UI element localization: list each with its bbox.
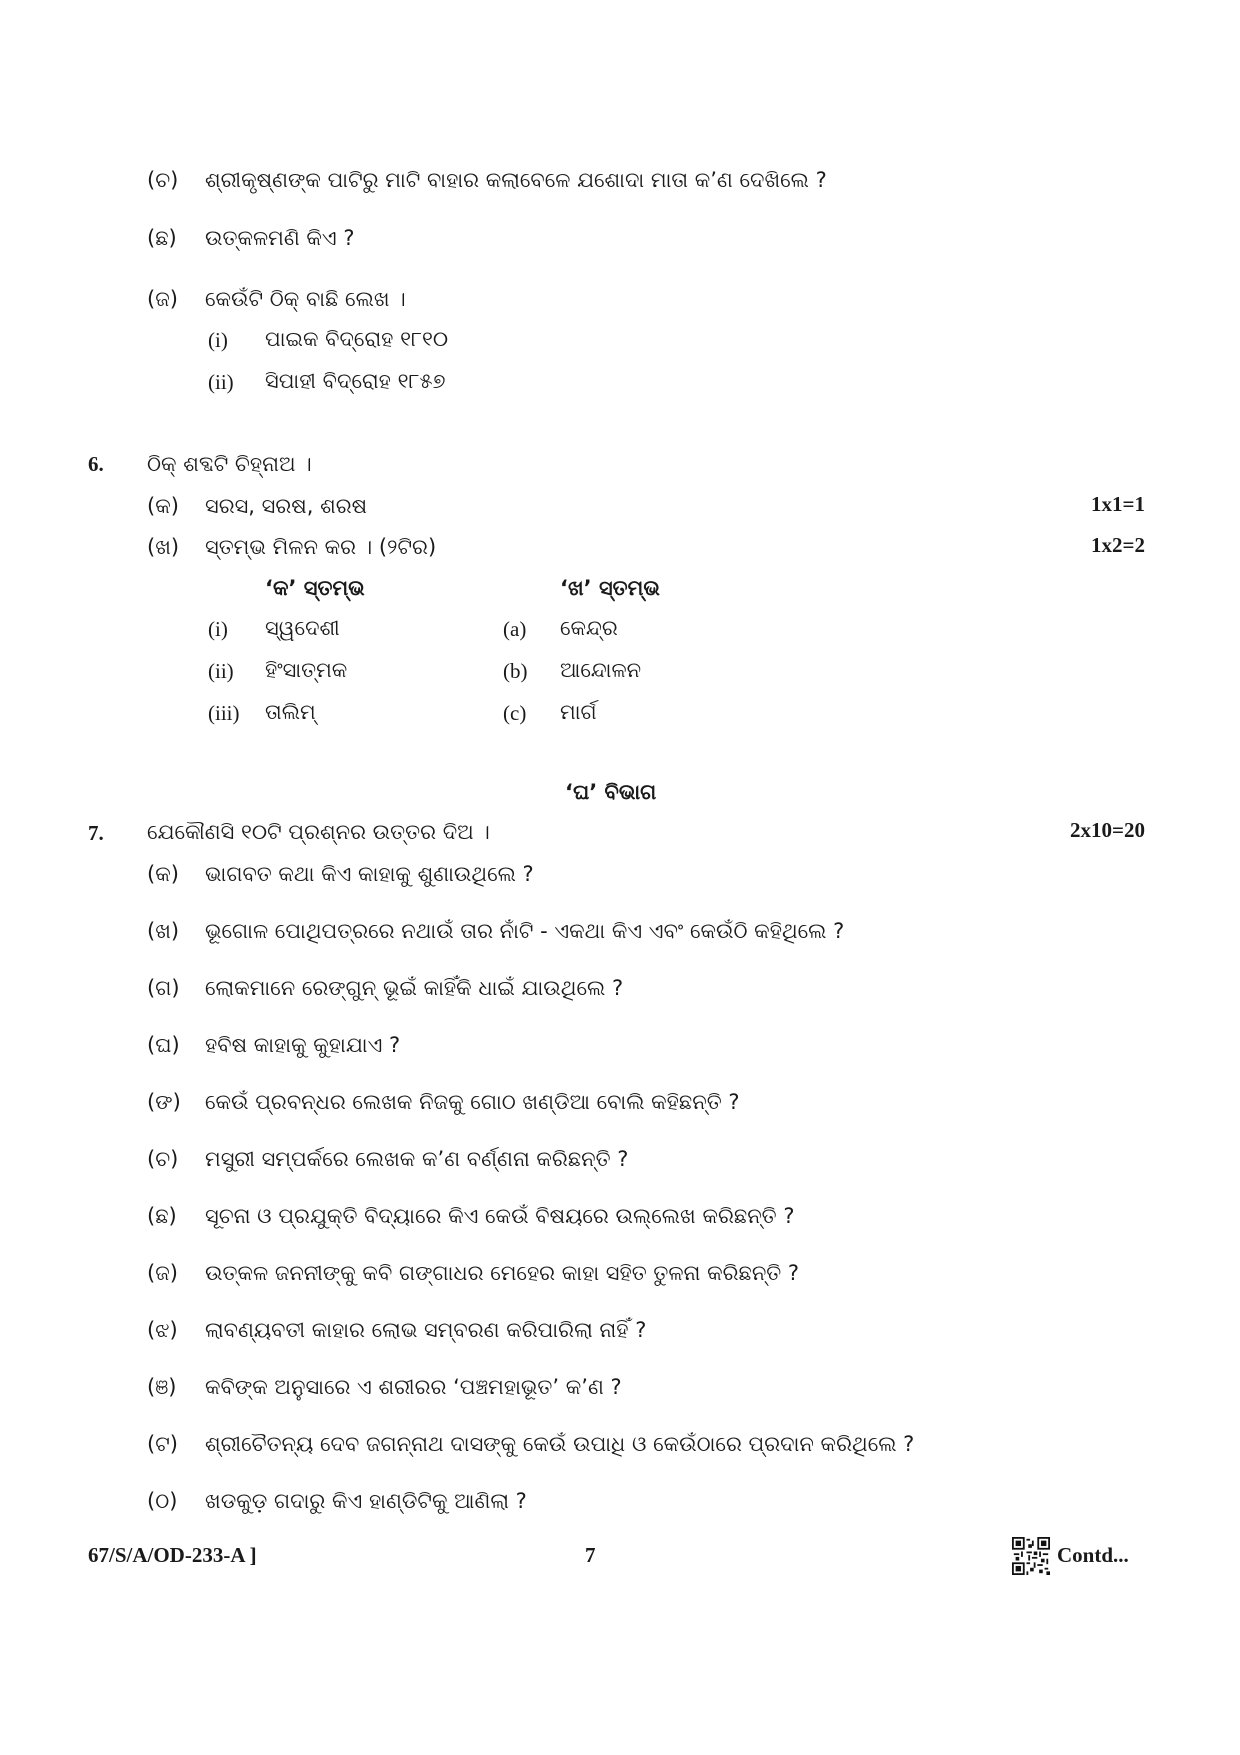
item-text: କେଉଁଟି ଠିକ୍ ବାଛି ଲେଖ । xyxy=(205,287,406,311)
item-label: (ଚ) xyxy=(147,168,179,192)
option-text: ପାଇକ ବିଦ୍ରୋହ ୧୮୧୦ xyxy=(265,327,449,351)
option-text: ସିପାହୀ ବିଦ୍ରୋହ ୧୮୫୭ xyxy=(265,369,446,393)
item-label: (ଛ) xyxy=(147,226,177,250)
item-label: (ଟ) xyxy=(147,1432,178,1456)
item-label: (ଞ) xyxy=(147,1375,177,1399)
match-text: କେନ୍ଦ୍ର xyxy=(560,616,618,640)
question-number: 7. xyxy=(88,821,104,845)
item-text: ଶ୍ରୀକୃଷ୍ଣଙ୍କ ପାଟିରୁ ମାଟି ବାହାର କଲାବେଳେ ଯଶୋଦା ମାତା କ’ଣ ଦେଖିଲେ ? xyxy=(205,168,827,192)
column-header-a: ‘କ’ ସ୍ତମ୍ଭ xyxy=(265,576,365,600)
item-text: ଉତ୍କଳମଣି କିଏ ? xyxy=(205,226,355,250)
match-label: (ii) xyxy=(208,659,234,683)
item-text: କବିଙ୍କ ଅନୁସାରେ ଏ ଶରୀରର ‘ପଞ୍ଚମହାଭୂତ’ କ’ଣ ? xyxy=(205,1375,622,1399)
item-text: ମସୁରୀ ସମ୍ପର୍କରେ ଲେଖକ କ’ଣ ବର୍ଣ୍ଣନା କରିଛନ୍ତି ? xyxy=(205,1147,629,1171)
item-text: ଲୋକମାନେ ରେଙ୍ଗୁନ୍ ଭୂଇଁ କାହିଁକି ଧାଇଁ ଯାଉଥିଲେ ? xyxy=(205,976,624,1000)
match-label: (i) xyxy=(208,617,228,641)
item-label: (ଙ) xyxy=(147,1090,181,1114)
paper-code: 67/S/A/OD-233-A ] xyxy=(88,1543,257,1567)
match-text: ମାର୍ଗ xyxy=(560,700,597,724)
match-label: (b) xyxy=(503,659,528,683)
item-text: ସୂଚନା ଓ ପ୍ରଯୁକ୍ତି ବିଦ୍ୟାରେ କିଏ କେଉଁ ବିଷୟରେ ଉଲ୍ଲେଖ କରିଛନ୍ତି ? xyxy=(205,1204,795,1228)
item-text: ଶ୍ରୀଚୈତନ୍ୟ ଦେବ ଜଗନ୍ନାଥ ଦାସଙ୍କୁ କେଉଁ ଉପାଧି ଓ କେଉଁଠାରେ ପ୍ରଦାନ କରିଥିଲେ ? xyxy=(205,1432,915,1456)
item-text: ଲାବଣ୍ୟବତୀ କାହାର ଲୋଭ ସମ୍ବରଣ କରିପାରିଲା ନାହିଁ ? xyxy=(205,1318,647,1342)
part-text: ସରସ, ସରଷ, ଶରଷ xyxy=(205,494,368,518)
part-label: (ଖ) xyxy=(147,535,180,559)
item-text: କେଉଁ ପ୍ରବନ୍ଧର ଲେଖକ ନିଜକୁ ଗୋଠ ଖଣ୍ଡିଆ ବୋଲି କହିଛନ୍ତି ? xyxy=(205,1090,740,1114)
match-text: ତାଲିମ୍ xyxy=(265,700,316,724)
match-label: (c) xyxy=(503,701,527,725)
item-text: ଭୂଗୋଳ ପୋଥିପତ୍ରରେ ନଥାଉଁ ତାର ନାଁଟି - ଏକଥା କିଏ ଏବଂ କେଉଁଠି କହିଥିଲେ ? xyxy=(205,919,845,943)
question-instruction: ଯେକୌଣସି ୧୦ଟି ପ୍ରଶ୍ନର ଉତ୍ତର ଦିଅ । xyxy=(147,820,490,844)
part-label: (କ) xyxy=(147,494,179,518)
marks: 2x10=20 xyxy=(1070,818,1145,842)
marks: 1x2=2 xyxy=(1091,533,1145,557)
item-label: (ଗ) xyxy=(147,976,180,1000)
question-instruction: ଠିକ୍ ଶବ୍ଦଟି ଚିହ୍ନାଅ । xyxy=(147,452,312,476)
item-label: (ଚ) xyxy=(147,1147,179,1171)
match-text: ହିଂସାତ୍ମକ xyxy=(265,658,348,682)
item-label: (ଝ) xyxy=(147,1318,178,1342)
column-header-b: ‘ଖ’ ସ୍ତମ୍ଭ xyxy=(560,576,660,600)
continued-label: Contd... xyxy=(1057,1543,1129,1567)
item-label: (ଠ) xyxy=(147,1489,178,1513)
item-text: ହବିଷ କାହାକୁ କୁହାଯାଏ ? xyxy=(205,1033,401,1057)
match-label: (iii) xyxy=(208,701,240,725)
match-text: ଆନ୍ଦୋଳନ xyxy=(560,658,642,682)
option-label: (i) xyxy=(208,328,228,352)
item-label: (ଛ) xyxy=(147,1204,177,1228)
section-title: ‘ଘ’ ବିଭାଗ xyxy=(565,780,657,804)
match-label: (a) xyxy=(503,617,527,641)
item-label: (କ) xyxy=(147,862,179,886)
item-text: ଉତ୍କଳ ଜନନୀଙ୍କୁ କବି ଗଙ୍ଗାଧର ମେହେର କାହା ସହିତ ତୁଳନା କରିଛନ୍ତି ? xyxy=(205,1261,800,1285)
option-label: (ii) xyxy=(208,370,234,394)
item-text: ଭାଗବତ କଥା କିଏ କାହାକୁ ଶୁଣାଉଥିଲେ ? xyxy=(205,862,534,886)
item-label: (ଜ) xyxy=(147,1261,178,1285)
item-label: (ଘ) xyxy=(147,1033,180,1057)
question-number: 6. xyxy=(88,452,104,476)
page-number: 7 xyxy=(585,1543,596,1567)
match-text: ସ୍ୱଦେଶୀ xyxy=(265,616,340,640)
marks: 1x1=1 xyxy=(1091,492,1145,516)
item-label: (ଜ) xyxy=(147,287,178,311)
qr-code-icon xyxy=(1012,1537,1050,1575)
part-text: ସ୍ତମ୍ଭ ମିଳନ କର । (୨ଟିର) xyxy=(205,535,437,559)
item-label: (ଖ) xyxy=(147,919,180,943)
item-text: ଖଡକୁଡ଼ ଗଦାରୁ କିଏ ହାଣ୍ଡିଟିକୁ ଆଣିଲା ? xyxy=(205,1489,527,1513)
